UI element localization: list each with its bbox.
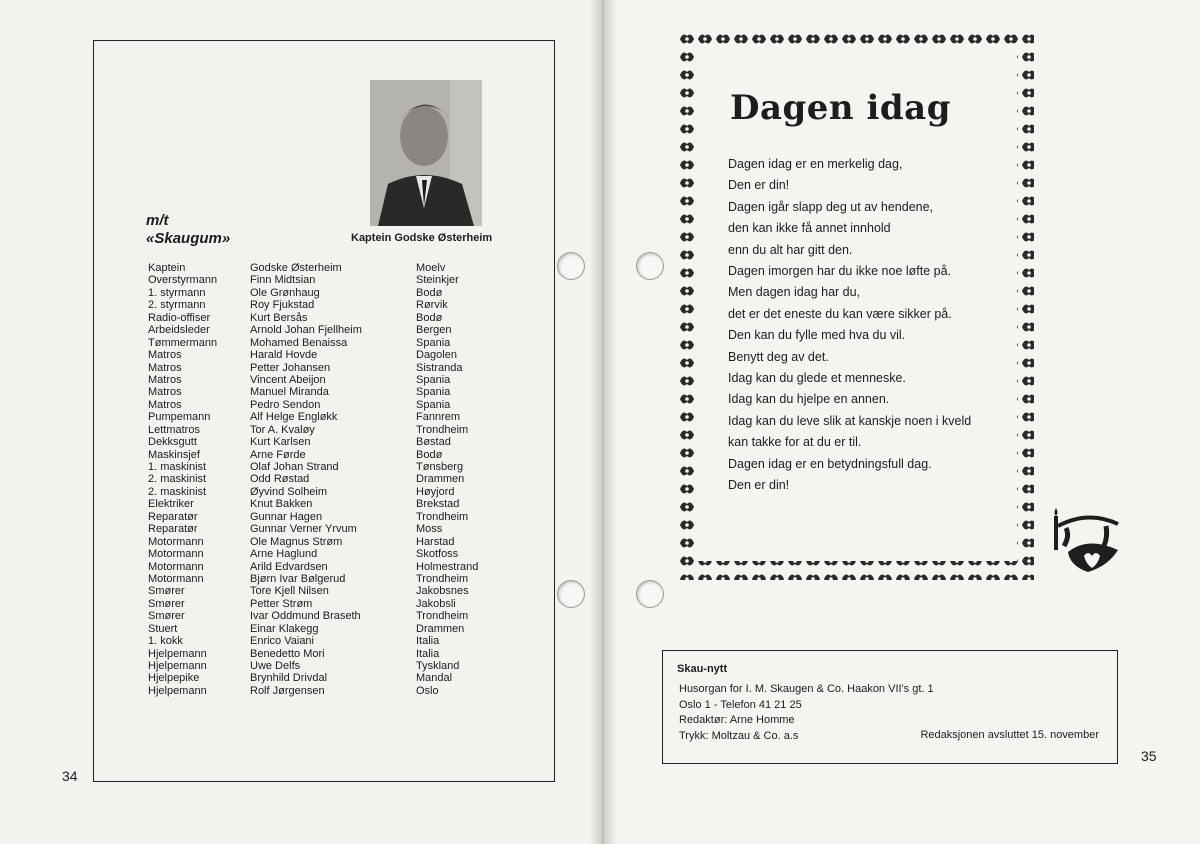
- crew-rank: Kaptein: [148, 262, 186, 274]
- crew-hometown: Trondheim: [416, 423, 469, 436]
- ship-type: m/t: [146, 212, 169, 229]
- crew-rank: Hjelpepike: [148, 672, 200, 685]
- crew-rank: Smører: [148, 597, 185, 610]
- crew-rank: Motormann: [148, 560, 204, 573]
- imprint-line: Oslo 1 - Telefon 41 21 25: [679, 699, 802, 711]
- poem-line: Benytt deg av det.: [728, 349, 829, 364]
- crew-name: Knut Bakken: [250, 498, 313, 511]
- crew-hometown: Tyskland: [416, 660, 460, 672]
- crew-rank: 2. maskinist: [148, 485, 207, 498]
- crew-hometown: Italia: [416, 635, 440, 648]
- crew-rank: 1. maskinist: [148, 461, 207, 473]
- crew-name: Benedetto Mori: [250, 647, 325, 660]
- crew-hometown: Fannrem: [416, 411, 461, 424]
- crew-hometown: Italia: [416, 647, 440, 660]
- crew-name: Godske Østerheim: [250, 262, 342, 274]
- crew-hometown: Sistranda: [416, 361, 463, 374]
- crew-hometown: Høyjord: [416, 485, 455, 498]
- crew-hometown: Moelv: [416, 262, 446, 274]
- crew-hometown: Holmestrand: [416, 560, 479, 573]
- punch-hole: [636, 580, 664, 608]
- imprint-box: [662, 650, 1118, 764]
- imprint-line: Husorgan for I. M. Skaugen & Co. Haakon VII's gt. 1: [679, 683, 934, 695]
- poem-line: Dagen idag er en merkelig dag,: [728, 157, 903, 171]
- punch-hole: [557, 252, 585, 280]
- crew-rank: Hjelpemann: [148, 647, 207, 660]
- punch-hole: [557, 580, 585, 608]
- crew-rank: Motormann: [148, 572, 204, 585]
- crew-rank: Elektriker: [148, 498, 194, 511]
- book-gutter: [590, 0, 616, 844]
- poem-line: kan takke for at du er til.: [728, 435, 862, 450]
- crew-hometown: Trondheim: [416, 510, 469, 523]
- crew-hometown: Trondheim: [416, 572, 469, 585]
- crew-name: Petter Strøm: [250, 597, 313, 610]
- crew-hometown: Spania: [416, 398, 451, 411]
- crew-hometown: Steinkjer: [416, 274, 459, 287]
- crew-hometown: Spania: [416, 336, 451, 349]
- candle-heart-ornament-icon: [1048, 506, 1134, 578]
- crew-rank: Reparatør: [148, 523, 198, 536]
- imprint-closing: Redaksjonen avsluttet 15. november: [920, 729, 1099, 741]
- crew-name: Rolf Jørgensen: [250, 684, 325, 697]
- crew-hometown: Drammen: [416, 473, 465, 486]
- crew-hometown: Moss: [416, 523, 443, 536]
- imprint-line: Trykk: Moltzau & Co. a.s: [679, 730, 799, 742]
- poem-line: Dagen igår slapp deg ut av hendene,: [728, 199, 934, 214]
- poem-line: Den er din!: [728, 178, 790, 193]
- poem-line: Idag kan du glede et menneske.: [728, 371, 906, 386]
- crew-rank: Maskinsjef: [148, 448, 200, 461]
- crew-name: Gunnar Hagen: [250, 510, 323, 523]
- crew-rank: Motormann: [148, 535, 204, 548]
- crew-rank: Tømmermann: [148, 336, 218, 349]
- imprint-line: Redaktør: Arne Homme: [679, 714, 795, 726]
- crew-rank: Matros: [148, 361, 182, 374]
- crew-hometown: Trondheim: [416, 610, 469, 623]
- crew-name: Harald Hovde: [250, 349, 318, 362]
- crew-rank: Hjelpemann: [148, 684, 207, 697]
- poem-text: [728, 154, 971, 497]
- crew-name: Arne Haglund: [250, 548, 318, 561]
- crew-name: Manuel Miranda: [250, 386, 329, 399]
- page-number-left: 34: [62, 768, 78, 784]
- crew-name: Pedro Sendon: [250, 398, 321, 411]
- crew-name: Alf Helge Engløkk: [250, 411, 338, 424]
- crew-name: Gunnar Verner Yrvum: [250, 523, 357, 536]
- crew-hometown: Tønsberg: [416, 461, 464, 473]
- crew-hometown: Jakobsnes: [416, 585, 469, 598]
- crew-rank: Smører: [148, 610, 185, 623]
- crew-name: Ole Grønhaug: [250, 286, 320, 299]
- crew-name: Olaf Johan Strand: [250, 461, 339, 473]
- crew-name: Brynhild Drivdal: [250, 672, 328, 685]
- captain-portrait-photo: [370, 80, 482, 226]
- crew-rank: Matros: [148, 349, 182, 362]
- crew-hometown: Bergen: [416, 324, 452, 337]
- crew-hometown: Bodø: [416, 448, 443, 461]
- poem-line: Den er din!: [728, 478, 790, 493]
- crew-rank: Overstyrmann: [148, 274, 218, 287]
- crew-rank: Stuert: [148, 622, 178, 635]
- crew-rank: Hjelpemann: [148, 660, 207, 672]
- poem-line: Men dagen idag har du,: [728, 285, 861, 300]
- crew-name: Arne Førde: [250, 448, 306, 461]
- crew-name: Finn Midtsian: [250, 274, 316, 287]
- crew-rank: Pumpemann: [148, 411, 211, 424]
- crew-name: Kurt Karlsen: [250, 436, 311, 449]
- crew-rank: Matros: [148, 386, 182, 399]
- crew-hometown: Skotfoss: [416, 548, 459, 561]
- crew-hometown: Bodø: [416, 311, 443, 324]
- poem-title: Dagen idag: [730, 88, 951, 128]
- poem-line: det er det eneste du kan være sikker på.: [728, 306, 952, 321]
- crew-name: Enrico Vaiani: [250, 635, 314, 648]
- crew-rank: Lettmatros: [148, 423, 200, 436]
- crew-name: Mohamed Benaissa: [250, 336, 348, 349]
- crew-rank: Reparatør: [148, 510, 198, 523]
- crew-hometown: Oslo: [416, 684, 439, 697]
- crew-hometown: Bøstad: [416, 436, 451, 449]
- crew-hometown: Spania: [416, 386, 451, 399]
- poem-line: Idag kan du hjelpe en annen.: [728, 392, 890, 407]
- crew-rank: Smører: [148, 585, 185, 598]
- crew-name: Vincent Abeijon: [250, 373, 326, 386]
- crew-name: Odd Røstad: [250, 473, 310, 486]
- photo-caption: Kaptein Godske Østerheim: [351, 232, 493, 244]
- crew-name: Einar Klakegg: [250, 622, 319, 635]
- crew-hometown: Bodø: [416, 286, 443, 299]
- crew-hometown: Harstad: [416, 535, 455, 548]
- crew-rank: Radio-offiser: [148, 311, 211, 324]
- crew-hometown: Jakobsli: [416, 597, 456, 610]
- poem-line: Den kan du fylle med hva du vil.: [728, 328, 906, 343]
- ship-name: «Skaugum»: [146, 230, 231, 247]
- crew-hometown: Drammen: [416, 622, 465, 635]
- page-number-right: 35: [1141, 748, 1157, 764]
- crew-name: Kurt Bersås: [250, 311, 308, 324]
- crew-name: Arnold Johan Fjellheim: [250, 324, 362, 337]
- poem-line: Idag kan du leve slik at kanskje noen i kveld: [728, 413, 972, 428]
- poem-line: den kan ikke få annet innhold: [728, 221, 891, 236]
- crew-name: Petter Johansen: [250, 361, 331, 374]
- crew-rank: Matros: [148, 398, 182, 411]
- crew-rank: 1. kokk: [148, 635, 183, 648]
- crew-rank: 2. styrmann: [148, 299, 206, 312]
- crew-name: Tor A. Kvaløy: [250, 423, 315, 436]
- crew-hometown: Rørvik: [416, 299, 448, 312]
- poem-line: Dagen idag er en betydningsfull dag.: [728, 456, 932, 471]
- crew-hometown: Brekstad: [416, 498, 460, 511]
- crew-name: Uwe Delfs: [250, 660, 301, 672]
- crew-rank: Motormann: [148, 548, 204, 561]
- crew-rank: 2. maskinist: [148, 473, 207, 486]
- crew-name: Ivar Oddmund Braseth: [250, 610, 361, 623]
- crew-name: Øyvind Solheim: [250, 485, 328, 498]
- poem-line: enn du alt har gitt den.: [728, 242, 853, 257]
- crew-name: Ole Magnus Strøm: [250, 535, 343, 548]
- crew-rank: Matros: [148, 373, 182, 386]
- crew-name: Arild Edvardsen: [250, 560, 328, 573]
- crew-hometown: Dagolen: [416, 349, 457, 362]
- crew-name: Bjørn Ivar Bølgerud: [250, 572, 346, 585]
- crew-rank: Dekksgutt: [148, 436, 197, 449]
- imprint-title: Skau-nytt: [677, 663, 728, 675]
- crew-name: Roy Fjukstad: [250, 299, 315, 312]
- crew-rank: Arbeidsleder: [148, 324, 210, 337]
- poem-line: Dagen imorgen har du ikke noe løfte på.: [728, 264, 952, 279]
- punch-hole: [636, 252, 664, 280]
- crew-name: Tore Kjell Nilsen: [250, 585, 329, 598]
- crew-hometown: Spania: [416, 373, 451, 386]
- crew-rank: 1. styrmann: [148, 286, 206, 299]
- crew-hometown: Mandal: [416, 672, 453, 685]
